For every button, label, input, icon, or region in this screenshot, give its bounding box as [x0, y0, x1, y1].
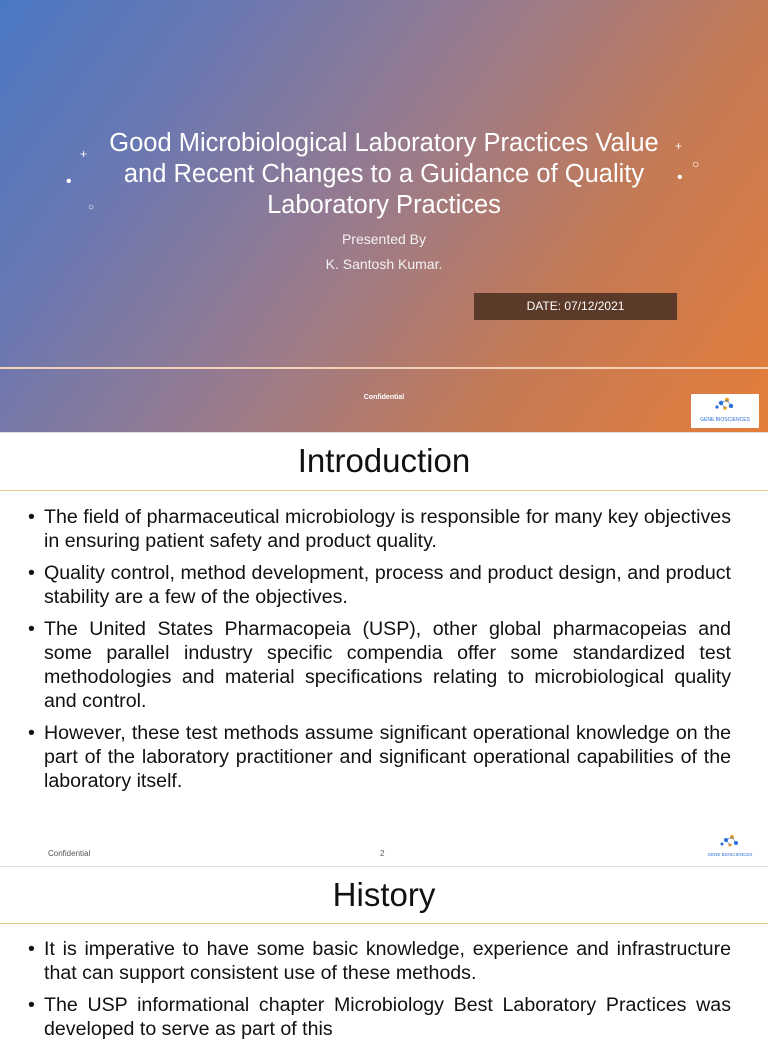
title-slide: [0, 0, 768, 432]
plus-decoration-icon: +: [80, 147, 88, 161]
company-logo: [691, 394, 759, 428]
dot-decoration-icon: •: [66, 173, 72, 190]
circle-decoration-icon: ○: [692, 157, 700, 171]
page-number: 2: [380, 849, 385, 858]
list-item: • The USP informational chapter Microbiology Best Laboratory Practices was developed to serve as part of this: [28, 993, 731, 1041]
history-heading: History: [332, 876, 436, 913]
date-box: DATE: 07/12/2021: [474, 293, 677, 320]
footer-confidential-label: Confidential: [48, 849, 91, 858]
list-item: • The United States Pharmacopeia (USP), other global pharmacopeias and some parallel industry specific compendia offer some standardized test methodologies and material specifications relating to microbiological quality and control.: [28, 617, 731, 713]
presenter-name: K. Santosh Kumar.: [325, 256, 443, 272]
logo-text: GENE BIOSCIENCES: [707, 852, 753, 857]
divider-line: [0, 367, 768, 369]
presented-by-label: Presented By: [341, 231, 427, 247]
history-bullets: [28, 937, 731, 1049]
list-item: • However, these test methods assume significant operational knowledge on the part of the laboratory practitioner and significant operational capabilities of the laboratory itself.: [28, 721, 731, 793]
confidential-label: Confidential: [363, 394, 405, 401]
list-item: • It is imperative to have some basic knowledge, experience and infrastructure that can support consistent use of these methods.: [28, 937, 731, 985]
plus-decoration-icon: +: [675, 139, 683, 153]
list-item: • The field of pharmaceutical microbiology is responsible for many key objectives in ensuring patient safety and product quality.: [28, 505, 731, 553]
company-logo: [699, 832, 761, 862]
logo-text: GENE BIOSCIENCES: [700, 417, 750, 423]
introduction-heading: Introduction: [297, 442, 471, 479]
circle-decoration-icon: ○: [88, 202, 95, 213]
presentation-title: Good Microbiological Laboratory Practices Value and Recent Changes to a Guidance of Quality Laboratory Practices: [109, 129, 659, 219]
list-item: • Quality control, method development, process and product design, and product stability are a few of the objectives.: [28, 561, 731, 609]
slide-separator: [0, 866, 768, 867]
heading-rule: [0, 923, 768, 924]
slide-separator: [0, 432, 768, 433]
introduction-bullets: [28, 505, 731, 801]
heading-rule: [0, 490, 768, 491]
dot-decoration-icon: •: [677, 169, 683, 186]
